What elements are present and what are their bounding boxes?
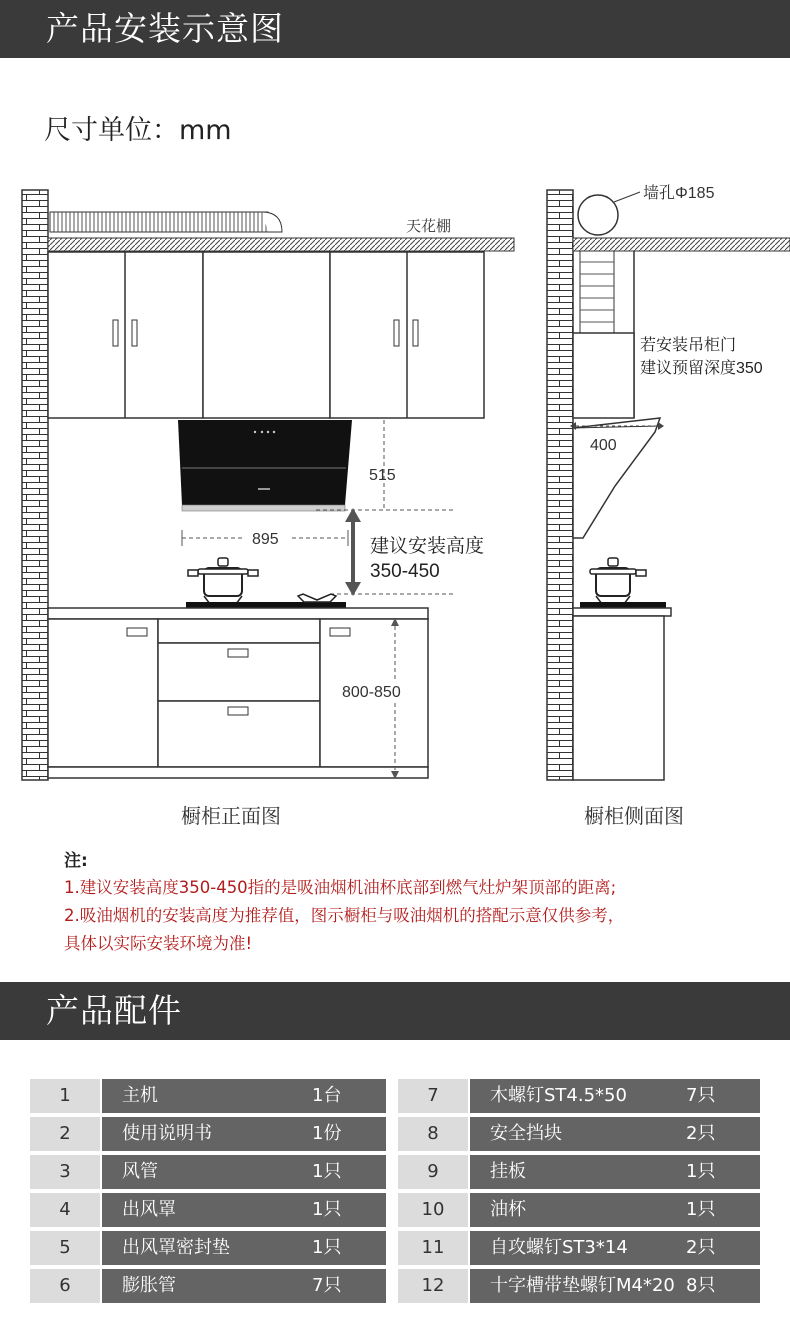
table-row: [30, 1079, 760, 1113]
dim-400: 400: [590, 437, 617, 454]
upper-cabinet-left: [48, 252, 203, 418]
item-number: 10: [398, 1193, 468, 1227]
item-number: 7: [398, 1079, 468, 1113]
cabinet-note-line1: 若安装吊柜门: [640, 337, 737, 354]
item-qty: 2只: [686, 1237, 716, 1258]
section-title-install: 产品安装示意图: [46, 9, 284, 48]
item-qty: 7只: [686, 1085, 716, 1106]
item-name: 油杯: [470, 1193, 760, 1227]
item-name: 自攻螺钉ST3*14: [470, 1231, 760, 1265]
wall-hole: [578, 195, 618, 235]
item-number: 9: [398, 1155, 468, 1189]
front-view: [22, 190, 514, 780]
side-view: [547, 184, 790, 780]
air-duct: [50, 212, 268, 232]
wall-hole-label: 墙孔Φ185: [643, 185, 715, 202]
item-qty: 8只: [686, 1275, 716, 1296]
countertop: [48, 608, 428, 619]
item-qty: 1只: [312, 1237, 342, 1258]
item-qty: 7只: [312, 1275, 342, 1296]
item-qty: 1只: [686, 1199, 716, 1220]
pot-side: [590, 558, 646, 604]
side-upper-cabinet: [573, 333, 634, 418]
dim-800-850: 800-850: [342, 684, 401, 701]
ceiling-label: 天花棚: [406, 218, 452, 235]
upper-cabinet-middle: [203, 252, 330, 418]
item-number: 8: [398, 1117, 468, 1151]
item-number: 6: [30, 1269, 100, 1303]
installation-diagram: [0, 170, 790, 790]
item-name: 十字槽带垫螺钉M4*20: [470, 1269, 760, 1303]
item-name: 安全挡块: [470, 1117, 760, 1151]
pot-front: [188, 558, 258, 604]
item-number: 4: [30, 1193, 100, 1227]
note-line-2: 2.吸油烟机的安装高度为推荐值，图示橱柜与吸油烟机的搭配示意仅供参考，: [64, 906, 625, 925]
cabinet-note-line2: 建议预留深度350: [640, 360, 763, 377]
section-banner-install: [0, 0, 790, 58]
table-row: [30, 1269, 760, 1303]
section-title-accessories: 产品配件: [46, 991, 182, 1030]
side-countertop: [573, 608, 671, 616]
table-row: [30, 1117, 760, 1151]
install-height-arrow: [345, 508, 361, 596]
note-line-1: 1.建议安装高度350-450指的是吸油烟机油杯底部到燃气灶炉架顶部的距离;: [64, 878, 617, 897]
item-qty: 2只: [686, 1123, 716, 1144]
item-qty: 1只: [312, 1199, 342, 1220]
caption-front-view: 橱柜正面图: [181, 804, 281, 828]
side-range-hood: [573, 418, 660, 538]
item-qty: 1台: [312, 1085, 342, 1106]
section-banner-accessories: [0, 982, 790, 1040]
item-number: 3: [30, 1155, 100, 1189]
item-qty: 1份: [312, 1123, 342, 1144]
ceiling-slab: [48, 238, 514, 251]
item-qty: 1只: [312, 1161, 342, 1182]
item-number: 1: [30, 1079, 100, 1113]
item-name: 出风罩: [102, 1193, 386, 1227]
range-hood: [178, 420, 352, 511]
item-name: 主机: [102, 1079, 386, 1113]
unit-label: 尺寸单位：mm: [44, 115, 232, 146]
item-name: 出风罩密封垫: [102, 1231, 386, 1265]
side-base-cabinet: [573, 616, 664, 780]
item-name: 木螺钉ST4.5*50: [470, 1079, 760, 1113]
side-duct: [580, 251, 614, 333]
item-number: 11: [398, 1231, 468, 1265]
caption-side-view: 橱柜侧面图: [584, 804, 684, 828]
install-height-value: 350-450: [370, 561, 440, 582]
table-row: [30, 1155, 760, 1189]
item-number: 5: [30, 1231, 100, 1265]
notes-title: 注:: [64, 851, 88, 871]
table-row: [30, 1193, 760, 1227]
item-number: 12: [398, 1269, 468, 1303]
side-ceiling: [573, 238, 790, 251]
item-number: 2: [30, 1117, 100, 1151]
install-height-label: 建议安装高度: [370, 536, 485, 557]
item-name: 使用说明书: [102, 1117, 386, 1151]
item-qty: 1只: [686, 1161, 716, 1182]
item-name: 风管: [102, 1155, 386, 1189]
item-name: 挂板: [470, 1155, 760, 1189]
gas-stove: [186, 602, 346, 608]
side-wall: [547, 190, 573, 780]
note-line-3: 具体以实际安装环境为准!: [64, 934, 253, 953]
front-wall: [22, 190, 48, 780]
upper-cabinet-right: [330, 252, 484, 418]
notes-block: [64, 848, 764, 958]
dim-515: 515: [369, 467, 396, 484]
item-name: 膨胀管: [102, 1269, 386, 1303]
dim-895: 895: [252, 531, 279, 548]
accessories-table: [30, 1079, 760, 1307]
table-row: [30, 1231, 760, 1265]
